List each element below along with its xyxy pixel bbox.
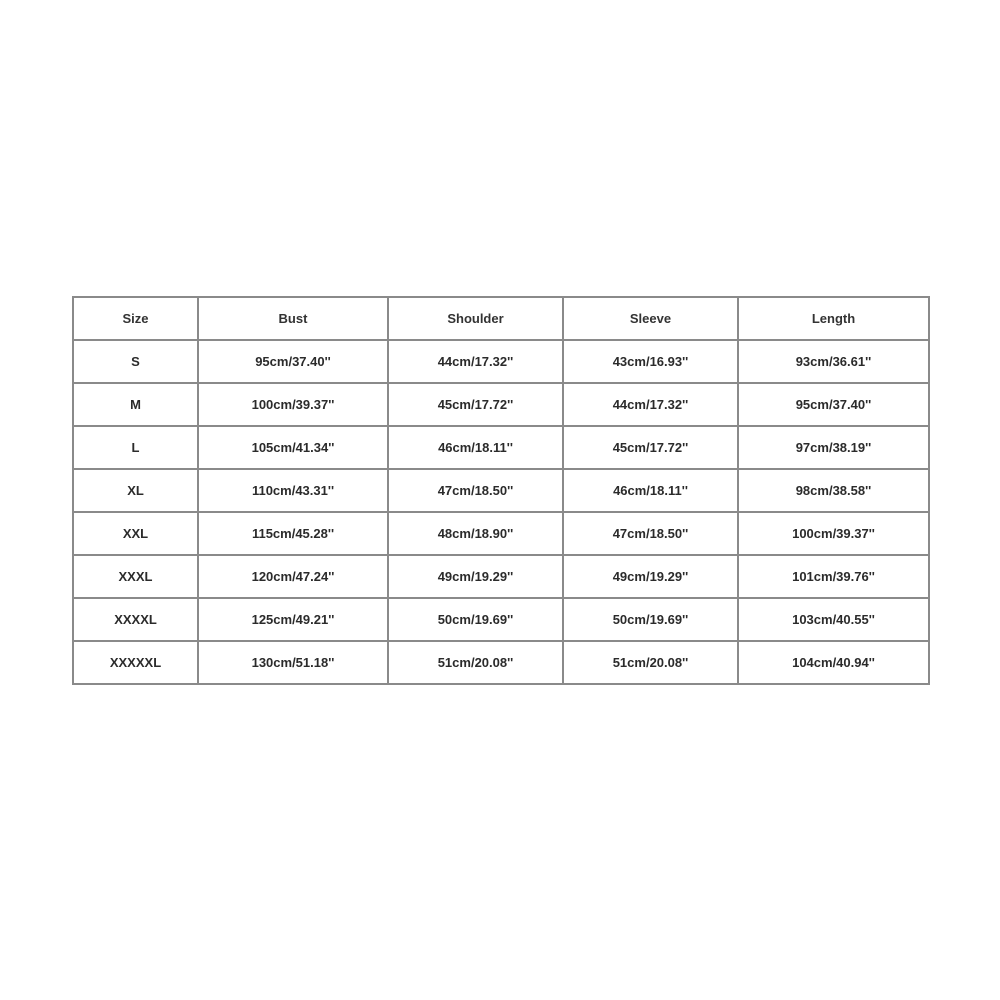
- cell-shoulder: 46cm/18.11'': [388, 426, 563, 469]
- cell-shoulder: 44cm/17.32'': [388, 340, 563, 383]
- table-row: [73, 383, 929, 426]
- header-length: Length: [738, 297, 929, 340]
- cell-sleeve: 50cm/19.69'': [563, 598, 738, 641]
- table-row: [73, 340, 929, 383]
- cell-length: 97cm/38.19'': [738, 426, 929, 469]
- cell-shoulder: 45cm/17.72'': [388, 383, 563, 426]
- cell-size: XL: [73, 469, 198, 512]
- cell-sleeve: 49cm/19.29'': [563, 555, 738, 598]
- size-chart-table: [72, 296, 930, 685]
- cell-bust: 110cm/43.31'': [198, 469, 388, 512]
- cell-shoulder: 50cm/19.69'': [388, 598, 563, 641]
- cell-size: L: [73, 426, 198, 469]
- cell-size: XXXXXL: [73, 641, 198, 684]
- cell-length: 93cm/36.61'': [738, 340, 929, 383]
- cell-size: M: [73, 383, 198, 426]
- header-size: Size: [73, 297, 198, 340]
- cell-bust: 100cm/39.37'': [198, 383, 388, 426]
- cell-sleeve: 51cm/20.08'': [563, 641, 738, 684]
- header-row: [73, 297, 929, 340]
- cell-bust: 125cm/49.21'': [198, 598, 388, 641]
- cell-shoulder: 49cm/19.29'': [388, 555, 563, 598]
- cell-size: XXXL: [73, 555, 198, 598]
- cell-bust: 105cm/41.34'': [198, 426, 388, 469]
- cell-shoulder: 51cm/20.08'': [388, 641, 563, 684]
- cell-size: XXXXL: [73, 598, 198, 641]
- cell-shoulder: 47cm/18.50'': [388, 469, 563, 512]
- size-chart-body: [73, 340, 929, 684]
- cell-sleeve: 44cm/17.32'': [563, 383, 738, 426]
- header-bust: Bust: [198, 297, 388, 340]
- cell-length: 101cm/39.76'': [738, 555, 929, 598]
- cell-bust: 120cm/47.24'': [198, 555, 388, 598]
- cell-length: 95cm/37.40'': [738, 383, 929, 426]
- cell-length: 103cm/40.55'': [738, 598, 929, 641]
- header-sleeve: Sleeve: [563, 297, 738, 340]
- cell-sleeve: 45cm/17.72'': [563, 426, 738, 469]
- cell-sleeve: 43cm/16.93'': [563, 340, 738, 383]
- cell-size: XXL: [73, 512, 198, 555]
- header-shoulder: Shoulder: [388, 297, 563, 340]
- cell-size: S: [73, 340, 198, 383]
- cell-length: 98cm/38.58'': [738, 469, 929, 512]
- table-row: [73, 469, 929, 512]
- table-row: [73, 641, 929, 684]
- table-row: [73, 512, 929, 555]
- cell-sleeve: 46cm/18.11'': [563, 469, 738, 512]
- table-row: [73, 555, 929, 598]
- cell-length: 100cm/39.37'': [738, 512, 929, 555]
- table-row: [73, 426, 929, 469]
- cell-sleeve: 47cm/18.50'': [563, 512, 738, 555]
- cell-bust: 115cm/45.28'': [198, 512, 388, 555]
- cell-bust: 130cm/51.18'': [198, 641, 388, 684]
- cell-bust: 95cm/37.40'': [198, 340, 388, 383]
- cell-shoulder: 48cm/18.90'': [388, 512, 563, 555]
- size-chart-header: [73, 297, 929, 340]
- table-row: [73, 598, 929, 641]
- cell-length: 104cm/40.94'': [738, 641, 929, 684]
